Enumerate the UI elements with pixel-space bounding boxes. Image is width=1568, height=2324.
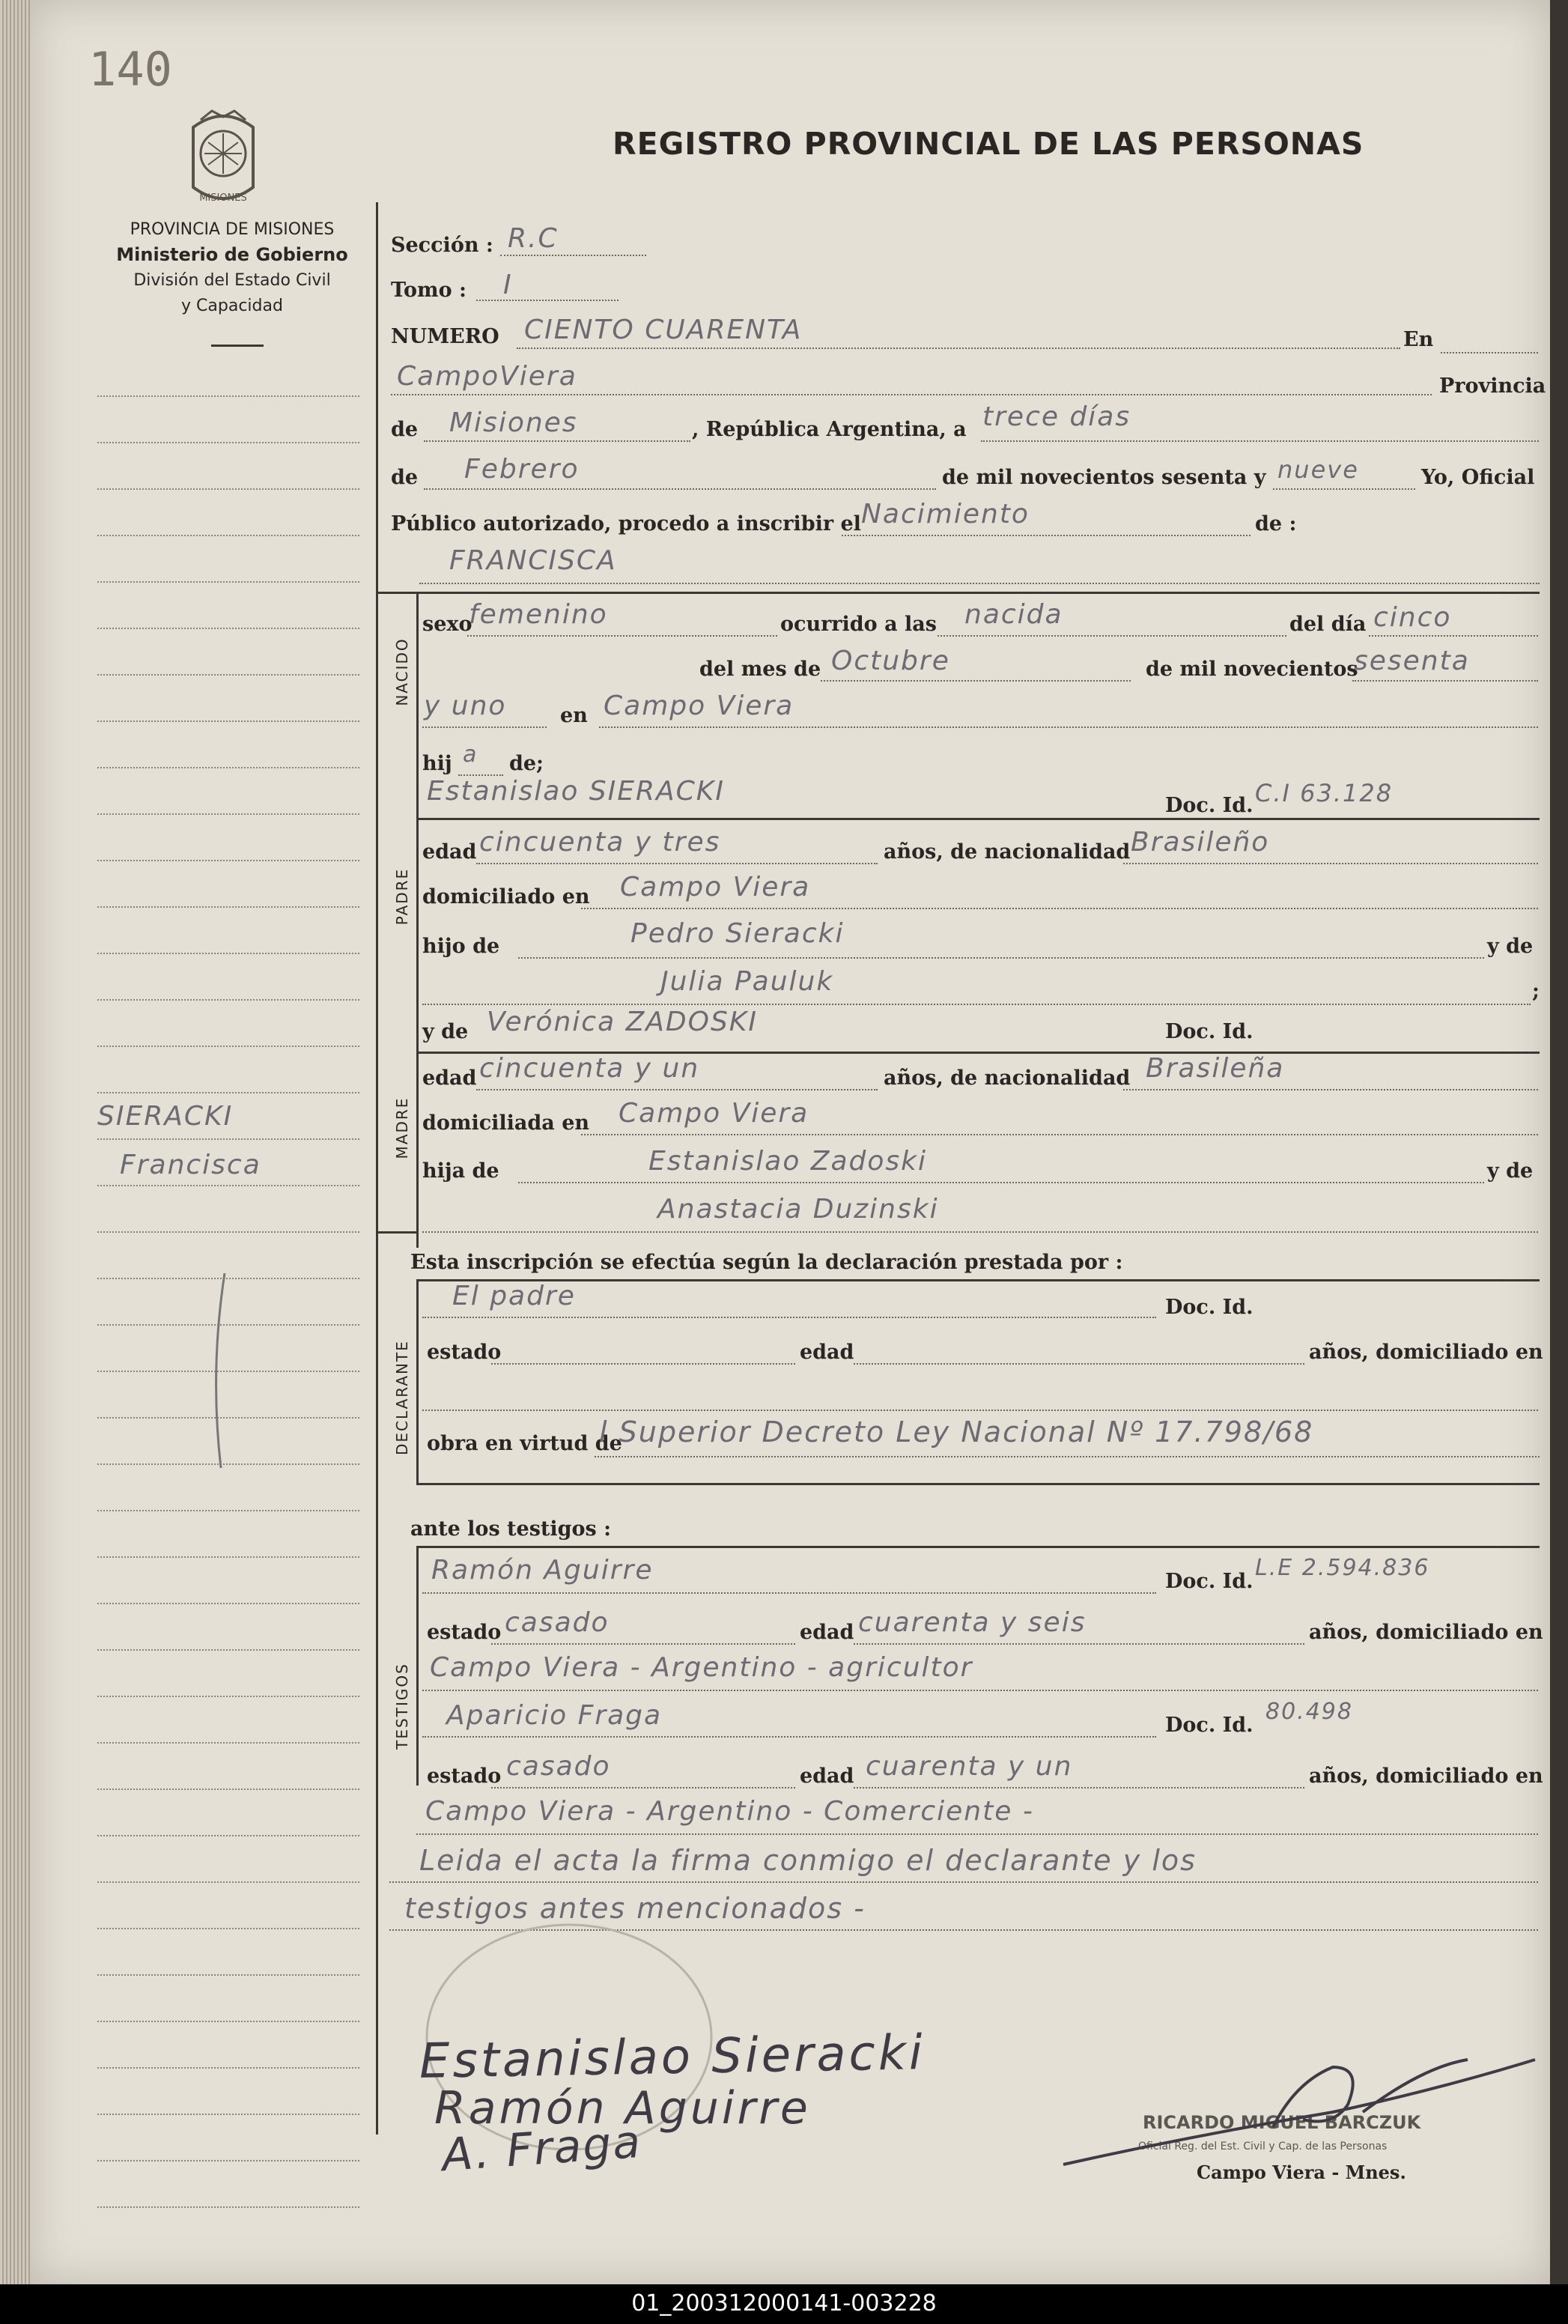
margin-note-surname: SIERACKI: [97, 1101, 234, 1132]
margin-rule: [97, 860, 359, 861]
margin-rule: [97, 1928, 359, 1929]
yo-oficial-label: Yo, Oficial: [1421, 466, 1535, 489]
official-signature-mark: [1048, 2037, 1558, 2172]
numero-label: NUMERO: [391, 325, 499, 348]
ante-testigos-label: ante los testigos :: [410, 1517, 612, 1541]
margin-rule: [97, 1974, 359, 1976]
margin-rule: [97, 720, 359, 722]
tomo-line: [476, 300, 619, 301]
madre-doc-label: Doc. Id.: [1165, 1020, 1254, 1043]
margin-rule: [97, 1835, 359, 1836]
margin-rule: [97, 1046, 359, 1047]
madre-edad-value: cincuenta y un: [479, 1053, 700, 1084]
margin-rule: [97, 1742, 359, 1744]
de-label-2: de: [391, 466, 419, 489]
padre-bracket-upper: [416, 779, 419, 824]
margin-rule: [97, 1696, 359, 1697]
margin-rule: [97, 1185, 359, 1186]
margin-note-given: Francisca: [120, 1150, 261, 1180]
declarante-bracket: [416, 1279, 419, 1483]
madre-domicilio-line: [581, 1134, 1538, 1135]
padre-padre: Pedro Sieracki: [630, 918, 845, 949]
decreto-value: l Superior Decreto Ley Nacional Nº 17.798/68: [599, 1416, 1314, 1448]
anio-acta-line: [1273, 488, 1415, 490]
margin-rule: [97, 2067, 359, 2069]
margin-rule: [97, 1603, 359, 1604]
declarante-doc-label: Doc. Id.: [1165, 1296, 1254, 1319]
margin-rule: [97, 1092, 359, 1093]
numero-value: CIENTO CUARENTA: [524, 315, 803, 345]
padre-hijo-label: hijo de: [422, 935, 500, 958]
de-label: de: [391, 418, 419, 441]
testigo1-estado: casado: [505, 1607, 610, 1638]
acto-line: [842, 535, 1251, 536]
madre-hija-line: [518, 1182, 1484, 1183]
padre-edad-value: cincuenta y tres: [479, 827, 721, 858]
testigo2-doc-label: Doc. Id.: [1165, 1714, 1254, 1737]
padre-bracket: [416, 818, 419, 1014]
testigo2-nombre: Aparicio Fraga: [446, 1700, 663, 1731]
signature-declarante: Estanislao Sieracki: [419, 2025, 926, 2090]
declarante-nombre-line: [422, 1317, 1156, 1318]
testigo1-doc-label: Doc. Id.: [1165, 1570, 1254, 1593]
margin-rule: [97, 1881, 359, 1883]
testigo1-edad-label: edad: [800, 1621, 854, 1644]
margin-rule: [97, 1138, 359, 1140]
localidad-line: [391, 394, 1432, 395]
seccion-line: [500, 255, 646, 256]
madre-domicilio: Campo Viera: [619, 1098, 809, 1129]
margin-rule: [97, 1231, 359, 1233]
anio-acta-value: nueve: [1277, 455, 1359, 484]
testigo1-nombre-line: [422, 1592, 1156, 1594]
anio-nac-line: [1352, 680, 1538, 682]
page-title: REGISTRO PROVINCIAL DE LAS PERSONAS: [613, 126, 1364, 162]
section-label-declarante: DECLARANTE: [393, 1340, 411, 1455]
margin-rule: [97, 395, 359, 397]
margin-rule: [97, 1556, 359, 1558]
declaracion-label: Esta inscripción se efectúa según la declaración prestada por :: [410, 1251, 1123, 1274]
testigos-top-rule: [416, 1546, 1540, 1548]
del-mes-label: del mes de: [699, 658, 821, 681]
declarante-edad-line: [854, 1363, 1304, 1365]
padre-domicilio-label: domiciliado en: [422, 885, 590, 908]
margin-rule: [97, 813, 359, 815]
declarante-nombre: El padre: [452, 1281, 576, 1311]
official-place: Campo Viera - Mnes.: [1197, 2161, 1406, 2183]
obra-line: [595, 1456, 1540, 1457]
signature-testigo-1: Ramón Aguirre: [434, 2082, 811, 2135]
en-label: En: [1403, 328, 1434, 351]
section-label-padre: PADRE: [393, 867, 411, 926]
padre-nacionalidad: Brasileño: [1131, 827, 1270, 858]
declarante-bottom-rule: [416, 1483, 1540, 1485]
testigo1-estado-line: [491, 1643, 795, 1645]
seal-label: MISIONES: [199, 192, 247, 204]
dia-acta-line: [981, 440, 1539, 442]
mes-nac-line: [821, 680, 1131, 682]
de-mil-nov-label: de mil novecientos: [1146, 658, 1358, 681]
section-label-madre: MADRE: [393, 1096, 411, 1159]
testigo1-doc-value: L.E 2.594.836: [1255, 1555, 1430, 1581]
madre-madre: Anastacia Duzinski: [657, 1194, 939, 1225]
dia-acta-value: trece días: [982, 401, 1131, 432]
acto-value: Nacimiento: [861, 499, 1030, 530]
page-number: 140: [88, 42, 172, 97]
sexo-line: [467, 635, 777, 637]
margin-rule: [97, 628, 359, 629]
margin-rule: [97, 906, 359, 908]
obra-label: obra en virtud de: [427, 1432, 622, 1455]
margin-rule: [97, 2021, 359, 2022]
testigo2-domicilio: Campo Viera - Argentino - Comerciente -: [425, 1796, 1034, 1827]
anio-nac-value-2: y uno: [424, 691, 507, 721]
testigo2-edad-line: [854, 1787, 1304, 1788]
testigo1-domicilio-line: [422, 1690, 1538, 1691]
madre-anos-label: años, de nacionalidad: [884, 1067, 1131, 1090]
madre-y-de-label: y de: [422, 1020, 469, 1043]
declarante-estado-line: [491, 1363, 795, 1365]
padre-doc-label: Doc. Id.: [1165, 794, 1254, 817]
margin-rule: [97, 674, 359, 676]
padre-anos-label: años, de nacionalidad: [884, 840, 1131, 864]
provincia-label: Provincia: [1439, 374, 1546, 398]
closing-text-1: Leida el acta la firma conmigo el declarante y los: [419, 1844, 1197, 1877]
margin-pencil-mark: [187, 1266, 247, 1483]
en-nac-label: en: [560, 704, 588, 727]
testigo2-nombre-line: [422, 1736, 1156, 1738]
official-role: Oficial Reg. del Est. Civil y Cap. de las Personas: [1138, 2141, 1388, 2152]
testigo2-doc-value: 80.498: [1265, 1699, 1353, 1725]
padre-top-rule: [416, 818, 1540, 820]
office-divider: [211, 345, 264, 347]
margin-rule: [97, 442, 359, 443]
padre-doc-value: C.I 63.128: [1255, 779, 1394, 807]
dia-nac-line: [1369, 635, 1538, 637]
testigo1-edad-line: [854, 1643, 1304, 1645]
testigo2-anos-label: años, domiciliado en: [1309, 1765, 1543, 1788]
madre-nacionalidad: Brasileña: [1146, 1053, 1285, 1084]
seccion-value: R.C: [508, 223, 559, 254]
margin-rule: [97, 1788, 359, 1790]
nacido-top-rule: [376, 592, 1540, 594]
declarante-top-rule: [416, 1279, 1540, 1281]
madre-padre: Estanislao Zadoski: [648, 1146, 927, 1177]
margin-rule: [97, 581, 359, 583]
dia-nac-value: cinco: [1373, 602, 1452, 633]
madre-domicilio-label: domiciliada en: [422, 1111, 590, 1135]
provincial-seal-icon: [178, 97, 268, 210]
declarante-domicilio-line: [422, 1410, 1538, 1411]
de-colon-label: de :: [1255, 512, 1297, 536]
office-line-2: Ministerio de Gobierno: [116, 244, 348, 265]
official-name: RICARDO MIGUEL BARCZUK: [1143, 2112, 1421, 2133]
margin-rule: [97, 999, 359, 1001]
padre-hijo-line: [518, 957, 1484, 959]
margin-rule: [97, 535, 359, 536]
madre-madre-line: [422, 1231, 1538, 1233]
madre-bracket: [416, 1052, 419, 1248]
padre-nombre: Estanislao SIERACKI: [427, 776, 725, 807]
madre-y-de-label-2: y de: [1487, 1159, 1534, 1183]
closing-line-1: [389, 1881, 1538, 1883]
madre-hija-label: hija de: [422, 1159, 499, 1183]
padre-y-de-label: y de: [1487, 935, 1534, 958]
anio-nac-line-2: [422, 726, 547, 728]
madre-edad-label: edad: [422, 1067, 477, 1090]
nombre-line: [419, 583, 1540, 584]
padre-edad-line: [476, 863, 878, 864]
provincia-value: Misiones: [449, 407, 578, 438]
sexo-label: sexo: [422, 613, 472, 636]
margin-rule: [97, 767, 359, 768]
publico-label: Público autorizado, procedo a inscribir el: [391, 512, 861, 536]
testigo2-domicilio-line: [416, 1833, 1538, 1835]
sexo-value: femenino: [469, 599, 608, 630]
margin-rule: [97, 2160, 359, 2161]
padre-edad-label: edad: [422, 840, 477, 864]
republica-label: , República Argentina, a: [692, 418, 967, 441]
nombre-value: FRANCISCA: [449, 545, 617, 576]
declarante-stub: [376, 1231, 418, 1234]
declarante-estado-label: estado: [427, 1341, 502, 1364]
margin-rule: [97, 1510, 359, 1511]
numero-line: [517, 348, 1400, 349]
margin-rule: [97, 2114, 359, 2115]
testigos-bracket: [416, 1546, 419, 1786]
image-caption: 01_200312000141-003228: [631, 2290, 937, 2317]
lugar-nac-line: [599, 726, 1538, 728]
padre-domicilio-line: [581, 908, 1538, 909]
padre-madre-line: [422, 1004, 1531, 1005]
testigo1-nombre: Ramón Aguirre: [431, 1555, 654, 1586]
padre-madre: Julia Pauluk: [660, 966, 834, 997]
semicolon-label: ;: [1532, 980, 1540, 1003]
testigo2-edad: cuarenta y un: [866, 1751, 1073, 1782]
office-line-1: PROVINCIA DE MISIONES: [130, 220, 335, 239]
margin-rule: [97, 953, 359, 954]
tomo-label: Tomo :: [391, 279, 467, 302]
madre-nac-line: [1123, 1089, 1538, 1090]
declarante-edad-label: edad: [800, 1341, 854, 1364]
testigo1-edad: cuarenta y seis: [858, 1607, 1087, 1638]
testigo2-estado: casado: [506, 1751, 611, 1782]
seccion-label: Sección :: [391, 234, 493, 257]
padre-nac-line: [1123, 863, 1538, 864]
lugar-nac-value: Campo Viera: [604, 691, 794, 721]
margin-rule: [97, 2206, 359, 2208]
hij-value: a: [463, 741, 478, 768]
main-vertical-rule: [376, 202, 378, 2135]
madre-nombre: Verónica ZADOSKI: [487, 1007, 759, 1037]
hij-label: hij: [422, 752, 452, 775]
testigo1-anos-label: años, domiciliado en: [1309, 1621, 1543, 1644]
office-line-4: y Capacidad: [181, 297, 283, 315]
de-mil-label: de mil novecientos sesenta y: [942, 466, 1266, 489]
anio-nac-value: sesenta: [1354, 646, 1470, 676]
mes-acta-line: [424, 488, 936, 490]
testigo2-estado-line: [491, 1787, 795, 1788]
office-line-3: División del Estado Civil: [133, 271, 331, 290]
ocurrido-label: ocurrido a las: [780, 613, 937, 636]
testigo2-edad-label: edad: [800, 1765, 854, 1788]
hora-line: [938, 635, 1286, 637]
tomo-value: I: [503, 270, 513, 300]
madre-edad-line: [476, 1089, 878, 1090]
padre-domicilio: Campo Viera: [620, 872, 811, 902]
mes-nac-value: Octubre: [831, 646, 950, 676]
de-semicolon-label: de;: [509, 752, 544, 775]
section-label-nacido: NACIDO: [393, 637, 411, 706]
mes-acta-value: Febrero: [464, 454, 580, 485]
closing-text-2: testigos antes mencionados -: [404, 1892, 866, 1925]
testigo1-domicilio: Campo Viera - Argentino - agricultor: [430, 1652, 973, 1683]
nacido-bracket: [416, 592, 419, 801]
localidad-value: CampoViera: [397, 361, 577, 392]
en-line: [1441, 352, 1538, 354]
section-label-testigos: TESTIGOS: [393, 1663, 411, 1750]
margin-rule: [97, 1649, 359, 1651]
signature-testigo-2: A. Fraga: [440, 2115, 644, 2182]
declarante-anos-label: años, domiciliado en: [1309, 1341, 1543, 1364]
del-dia-label: del día: [1289, 613, 1367, 636]
provincia-line: [424, 440, 690, 442]
testigo2-estado-label: estado: [427, 1765, 502, 1788]
hora-value: nacida: [964, 599, 1063, 630]
testigo1-estado-label: estado: [427, 1621, 502, 1644]
margin-rule: [97, 488, 359, 490]
